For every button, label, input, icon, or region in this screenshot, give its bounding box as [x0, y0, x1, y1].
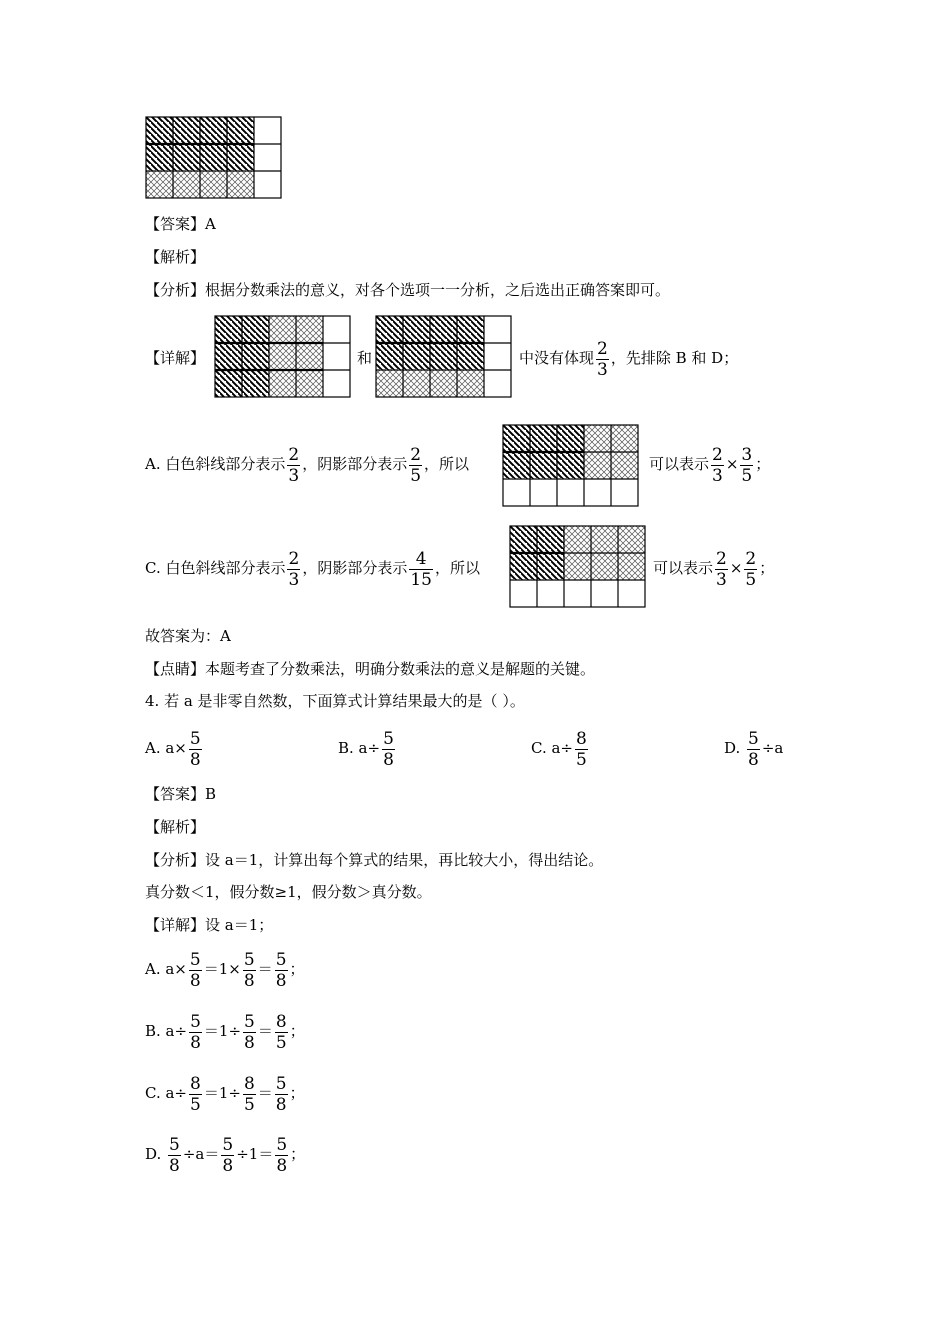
denominator: 3 — [716, 569, 727, 590]
denominator: 5 — [410, 465, 422, 486]
fraction — [744, 549, 757, 590]
analysis-line-1 — [145, 246, 205, 268]
fraction — [740, 445, 753, 486]
dianjing-line-1 — [145, 658, 595, 680]
answer-label: 【答案】 — [145, 785, 206, 803]
numerator: 2 — [716, 548, 727, 569]
text: ，所以 — [434, 559, 480, 577]
option-a-result — [649, 443, 770, 485]
calc-d — [145, 1133, 305, 1175]
denominator: 8 — [383, 749, 394, 770]
calc-c — [145, 1072, 305, 1114]
fenxi-text: 根据分数乘法的意义，对各个选项一一分析，之后选出正确答案即可。 — [205, 281, 671, 299]
numerator: 8 — [576, 728, 587, 749]
numerator: 5 — [189, 949, 201, 970]
text: ； — [755, 455, 771, 473]
numerator: 2 — [410, 444, 422, 465]
fraction — [409, 549, 433, 590]
denominator: 8 — [275, 970, 287, 991]
numerator: 5 — [276, 1134, 288, 1155]
fraction — [189, 1074, 202, 1115]
numerator: 2 — [712, 444, 723, 465]
text: ÷1＝ — [236, 1145, 274, 1163]
rule-line: 真分数＜1，假分数≥1，假分数＞真分数。 — [145, 883, 432, 901]
analysis-label: 【解析】 — [145, 818, 206, 836]
dianjing-label: 【点睛】 — [145, 660, 206, 678]
text: D. — [145, 1145, 167, 1163]
numerator: 8 — [190, 1073, 201, 1094]
q4-option-c — [531, 727, 590, 769]
fraction — [287, 445, 300, 486]
fraction — [275, 1074, 288, 1115]
q4-option-a — [145, 727, 204, 769]
numerator: 2 — [745, 548, 757, 569]
text: ÷a — [761, 739, 784, 757]
numerator: 8 — [243, 1073, 255, 1094]
numerator: 8 — [275, 1011, 287, 1032]
text: B. a÷ — [338, 739, 381, 757]
q4-option-b — [338, 727, 397, 769]
option-a-explain — [145, 443, 469, 485]
text: B. a÷ — [145, 1022, 188, 1040]
numerator: 5 — [748, 728, 759, 749]
numerator: 3 — [741, 444, 753, 465]
numerator: 2 — [288, 444, 300, 465]
fraction-grid-c — [509, 525, 647, 609]
text: A. a× — [145, 739, 187, 757]
denominator: 3 — [597, 359, 608, 380]
text: ，阴影部分表示 — [302, 559, 408, 577]
fraction — [275, 950, 288, 991]
denominator: 8 — [748, 749, 759, 770]
fraction — [221, 1135, 234, 1176]
denominator: 5 — [243, 1094, 255, 1115]
option-c-explain — [145, 547, 480, 589]
numerator: 5 — [243, 949, 255, 970]
fenxi-label: 【分析】 — [145, 281, 206, 299]
conclusion-1: 故答案为：A — [145, 627, 231, 645]
fraction-grid-top — [145, 116, 283, 200]
text: ÷a＝ — [182, 1145, 220, 1163]
denominator: 5 — [576, 749, 587, 770]
text: D. — [724, 739, 746, 757]
fraction — [287, 549, 300, 590]
text: 可以表示 — [649, 455, 710, 473]
analysis-label: 【解析】 — [145, 248, 206, 266]
text: ； — [290, 1145, 306, 1163]
analysis-line-2 — [145, 816, 205, 838]
denominator: 5 — [190, 1094, 201, 1115]
fenxi-label: 【分析】 — [145, 851, 206, 869]
denominator: 8 — [190, 1032, 201, 1053]
xiangjie-label: 【详解】 — [145, 916, 206, 934]
denominator: 3 — [288, 569, 300, 590]
text: ＝1÷ — [203, 1022, 242, 1040]
xiangjie-line-2 — [145, 914, 273, 936]
numerator: 5 — [169, 1134, 180, 1155]
xiangjie-end: ，先排除 B 和 D； — [610, 349, 739, 367]
numerator: 5 — [222, 1134, 234, 1155]
answer-value: A — [205, 215, 216, 233]
numerator: 4 — [415, 548, 427, 569]
fraction — [275, 1135, 288, 1176]
q4-option-d — [724, 727, 783, 769]
text: ； — [759, 559, 775, 577]
numerator: 5 — [275, 1073, 287, 1094]
fraction — [715, 549, 728, 590]
dianjing-text: 本题考查了分数乘法，明确分数乘法的意义是解题的关键。 — [205, 660, 596, 678]
text: ，所以 — [424, 455, 470, 473]
numerator: 5 — [190, 1011, 201, 1032]
fraction — [596, 339, 609, 380]
text: ＝ — [257, 960, 273, 978]
xiangjie-label-1: 【详解】 — [145, 349, 206, 367]
fraction — [168, 1135, 181, 1176]
fraction — [575, 729, 588, 770]
question-4: 4. 若 a 是非零自然数，下面算式计算结果最大的是（ ）。 — [145, 692, 525, 710]
fraction — [243, 950, 256, 991]
denominator: 5 — [745, 569, 757, 590]
text: ＝1× — [203, 960, 241, 978]
xiangjie-text-1 — [519, 337, 738, 379]
text: C. 白色斜线部分表示 — [145, 559, 286, 577]
fraction — [711, 445, 724, 486]
text: ＝ — [257, 1022, 273, 1040]
fraction-grid-a — [502, 424, 640, 508]
denominator: 3 — [288, 465, 300, 486]
calc-b — [145, 1010, 305, 1052]
text: ； — [289, 1022, 305, 1040]
text: C. a÷ — [531, 739, 573, 757]
xiangjie-text: 设 a＝1； — [205, 916, 274, 934]
text: A. a× — [145, 960, 187, 978]
denominator: 8 — [276, 1155, 288, 1176]
denominator: 8 — [222, 1155, 234, 1176]
text: C. a÷ — [145, 1084, 187, 1102]
denominator: 5 — [275, 1032, 287, 1053]
denominator: 8 — [189, 749, 201, 770]
numerator: 5 — [275, 949, 287, 970]
times-sign: × — [725, 455, 739, 473]
fraction — [275, 1012, 288, 1053]
text: ； — [289, 960, 305, 978]
fraction — [747, 729, 760, 770]
fraction — [382, 729, 395, 770]
text: ＝ — [257, 1084, 273, 1102]
numerator: 5 — [244, 1011, 255, 1032]
fenxi-line-2 — [145, 849, 603, 871]
denominator: 3 — [712, 465, 723, 486]
text: ； — [289, 1084, 305, 1102]
text: 可以表示 — [653, 559, 714, 577]
answer-line-2 — [145, 783, 216, 805]
fraction-grid-b — [214, 315, 352, 399]
numerator: 2 — [288, 548, 300, 569]
answer-value: B — [205, 785, 217, 803]
denominator: 5 — [741, 465, 753, 486]
fraction — [189, 729, 202, 770]
text: ，阴影部分表示 — [302, 455, 408, 473]
calc-a — [145, 948, 305, 990]
fraction — [189, 1012, 202, 1053]
denominator: 8 — [169, 1155, 180, 1176]
fraction — [189, 950, 202, 991]
times-sign: × — [729, 559, 743, 577]
and-text: 和 — [357, 349, 373, 367]
denominator: 8 — [244, 1032, 255, 1053]
fraction — [243, 1012, 256, 1053]
numerator: 2 — [597, 338, 608, 359]
denominator: 8 — [243, 970, 255, 991]
denominator: 8 — [189, 970, 201, 991]
denominator: 15 — [410, 569, 432, 590]
fenxi-text: 设 a＝1，计算出每个算式的结果，再比较大小，得出结论。 — [205, 851, 604, 869]
option-c-result — [653, 547, 774, 589]
answer-line-1 — [145, 213, 216, 235]
fraction — [409, 445, 422, 486]
text: A. 白色斜线部分表示 — [145, 455, 286, 473]
fraction — [243, 1074, 256, 1115]
fenxi-line-1 — [145, 279, 670, 301]
numerator: 5 — [383, 728, 394, 749]
numerator: 5 — [189, 728, 201, 749]
text: ＝1÷ — [203, 1084, 241, 1102]
fraction-grid-d — [375, 315, 513, 399]
denominator: 8 — [275, 1094, 287, 1115]
xiangjie-mid: 中没有体现 — [519, 349, 595, 367]
answer-label: 【答案】 — [145, 215, 206, 233]
